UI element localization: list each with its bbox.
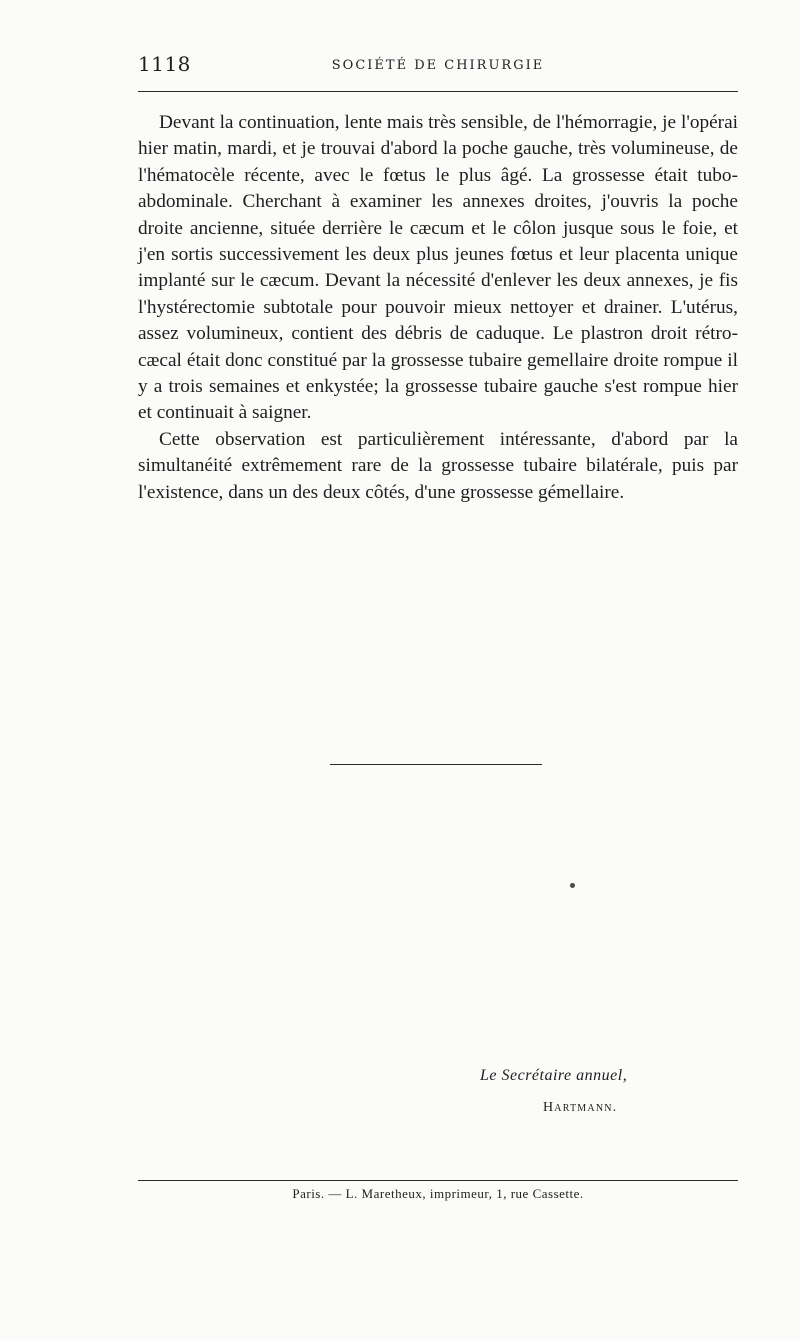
printer-imprint: Paris. — L. Maretheux, imprimeur, 1, rue Cassette. (292, 1186, 584, 1201)
signature-title: Le Secrétaire annuel, (480, 1067, 628, 1084)
page-number: 1118 (138, 52, 191, 76)
header-rule (138, 91, 738, 92)
body-paragraph: Devant la continuation, lente mais très sensible, de l'hémorragie, je l'opérai hier matin, mardi, et je trouvai d'abord la poche gauche, très volumineuse, de l'hématocèle récente, avec le fœtus le plus âgé. La grossesse était tubo-abdominale. Cherchant à examiner les annexes droites, j'ouvris la poche droite ancienne, située derrière le cæcum et le côlon jusque sous le foie, et j'en sortis successivement les deux plus jeunes fœtus et leur placenta unique implanté sur le cæcum. Devant la nécessité d'enlever les deux annexes, je fis l'hystérectomie subtotale pour pouvoir mieux nettoyer et drainer. L'utérus, assez volumineux, contient des débris de caduque. Le plastron droit rétro-cæcal était donc constitué par la grossesse tubaire gemellaire droite rompue il y a trois semaines et enkystée; la grossesse tubaire gauche s'est rompue hier et continuait à saigner. (138, 112, 738, 424)
page-header (138, 52, 738, 82)
body-paragraph: Cette observation est particulièrement intéressante, d'abord par la simultanéité extrêmement rare de la grossesse tubaire bilatérale, puis par l'existence, dans un des deux côtés, d'une grossesse gémellaire. (138, 428, 738, 503)
running-head: SOCIÉTÉ DE CHIRURGIE (331, 58, 545, 73)
print-speck (570, 883, 575, 888)
footer-rule (138, 1180, 738, 1181)
article-body (138, 110, 738, 506)
signature-name: Hartmann. (543, 1100, 618, 1115)
section-end-rule (330, 764, 542, 765)
